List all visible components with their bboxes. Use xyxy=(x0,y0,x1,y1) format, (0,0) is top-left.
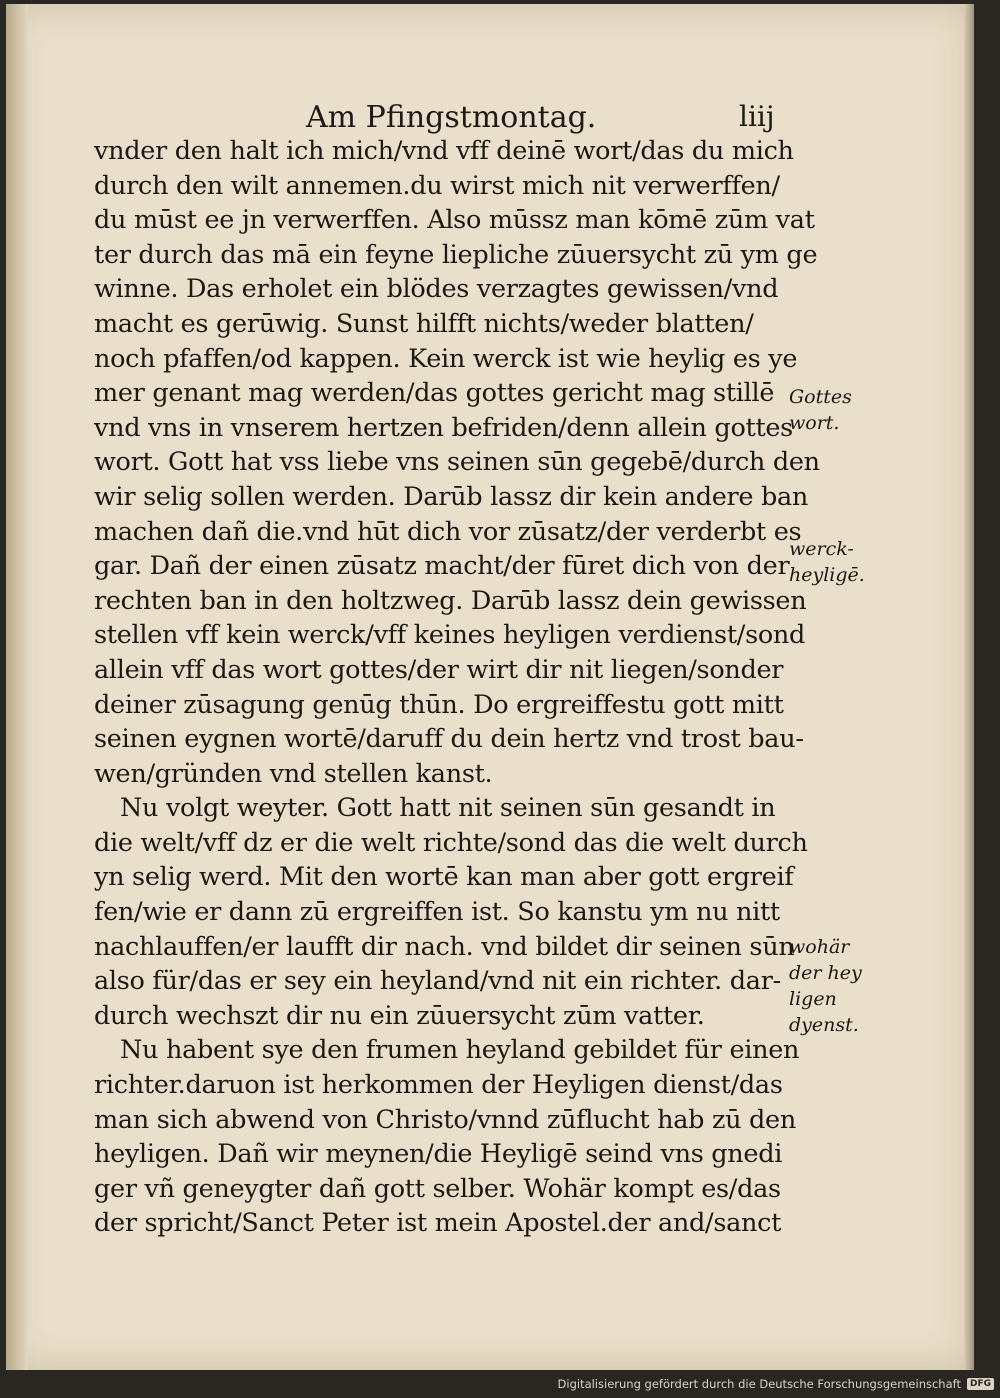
footer-credit xyxy=(558,1374,994,1394)
marginal-line: wort. xyxy=(789,412,840,434)
marginal-line: heyligē. xyxy=(789,564,865,586)
marginal-line: ligen xyxy=(789,988,837,1010)
text-line: ter durch das mā ein feyne liepliche zūuersycht zū ym ge xyxy=(94,239,818,270)
text-line: also für/das er sey ein heyland/vnd nit ein richter. dar- xyxy=(94,966,781,997)
body-text xyxy=(94,134,820,1241)
text-line: vnder den halt ich mich/vnd vff deinē wort/das du mich xyxy=(94,136,794,166)
text-line: ger vñ geneygter dañ gott selber. Wohär kompt es/das xyxy=(94,1173,781,1204)
text-line: winne. Das erholet ein blödes verzagtes gewissen/vnd xyxy=(94,274,779,305)
text-line: noch pfaffen/od kappen. Kein werck ist wie heylig es ye xyxy=(94,343,798,374)
text-line: gar. Dañ der einen zūsatz macht/der fūret dich von der xyxy=(94,551,790,582)
text-line: wort. Gott hat vss liebe vns seinen sūn gegebē/durch den xyxy=(94,447,820,478)
text-line: stellen vff kein werck/vff keines heyligen verdienst/sond xyxy=(94,620,806,651)
text-line: durch wechszt dir nu ein zūuersycht zūm vatter. xyxy=(94,1000,705,1031)
text-line: machen dañ die.vnd hūt dich vor zūsatz/der verderbt es xyxy=(94,516,802,547)
marginal-line: dyenst. xyxy=(789,1014,859,1036)
marginal-note-heyligen-dyenst xyxy=(789,934,862,1038)
dfg-logo-icon: DFG xyxy=(967,1378,994,1390)
text-line: Nu volgt weyter. Gott hatt nit seinen sūn gesandt in xyxy=(120,793,776,824)
text-line: heyligen. Dañ wir meynen/die Heyligē seind vns gnedi xyxy=(94,1139,783,1170)
marginal-line: Gottes xyxy=(789,386,852,408)
text-line: nachlauffen/er laufft dir nach. vnd bildet dir seinen sūn xyxy=(94,931,795,962)
folio-number: liij xyxy=(739,100,775,133)
text-line: man sich abwend von Christo/vnnd zūflucht hab zū den xyxy=(94,1104,796,1135)
text-line: rechten ban in den holtzweg. Darūb lassz dein gewissen xyxy=(94,585,807,616)
text-line: macht es gerūwig. Sunst hilfft nichts/weder blatten/ xyxy=(94,308,754,339)
binding-spine xyxy=(6,4,28,1370)
marginal-note-gottes-wort xyxy=(789,384,852,436)
page-edge xyxy=(964,4,974,1370)
text-line: wen/gründen vnd stellen kanst. xyxy=(94,758,493,789)
text-line: mer genant mag werden/das gottes gericht mag stillē xyxy=(94,378,775,409)
text-line: der spricht/Sanct Peter ist mein Apostel.der and/sanct xyxy=(94,1208,782,1239)
text-line: seinen eygnen wortē/daruff du dein hertz vnd trost bau- xyxy=(94,724,804,755)
text-line: die welt/vff dz er die welt richte/sond das die welt durch xyxy=(94,827,808,858)
book-page xyxy=(6,4,974,1370)
footer-text: Digitalisierung gefördert durch die Deutsche Forschungsgemeinschaft xyxy=(557,1377,961,1391)
text-line: wir selig sollen werden. Darūb lassz dir kein andere ban xyxy=(94,481,809,512)
text-line: yn selig werd. Mit den wortē kan man aber gott ergreif xyxy=(94,862,794,893)
text-line: allein vff das wort gottes/der wirt dir nit liegen/sonder xyxy=(94,654,784,685)
text-line: Nu habent sye den frumen heyland gebildet für einen xyxy=(120,1035,800,1066)
text-line: deiner zūsagung genūg thūn. Do ergreiffestu gott mitt xyxy=(94,689,784,720)
marginal-line: der hey xyxy=(789,962,862,984)
marginal-line: werck- xyxy=(789,538,854,560)
text-line: durch den wilt annemen.du wirst mich nit verwerffen/ xyxy=(94,170,780,201)
text-line: fen/wie er dann zū ergreiffen ist. So kanstu ym nu nitt xyxy=(94,897,780,928)
text-line: vnd vns in vnserem hertzen befriden/denn allein gottes xyxy=(94,412,793,443)
text-line: richter.daruon ist herkommen der Heyligen dienst/das xyxy=(94,1070,783,1101)
running-header: Am Pfingstmontag. xyxy=(306,100,597,135)
marginal-line: wohär xyxy=(789,936,850,958)
marginal-note-werck-heylige xyxy=(789,536,865,588)
text-line: du mūst ee jn verwerffen. Also mūssz man kōmē zūm vat xyxy=(94,205,815,236)
